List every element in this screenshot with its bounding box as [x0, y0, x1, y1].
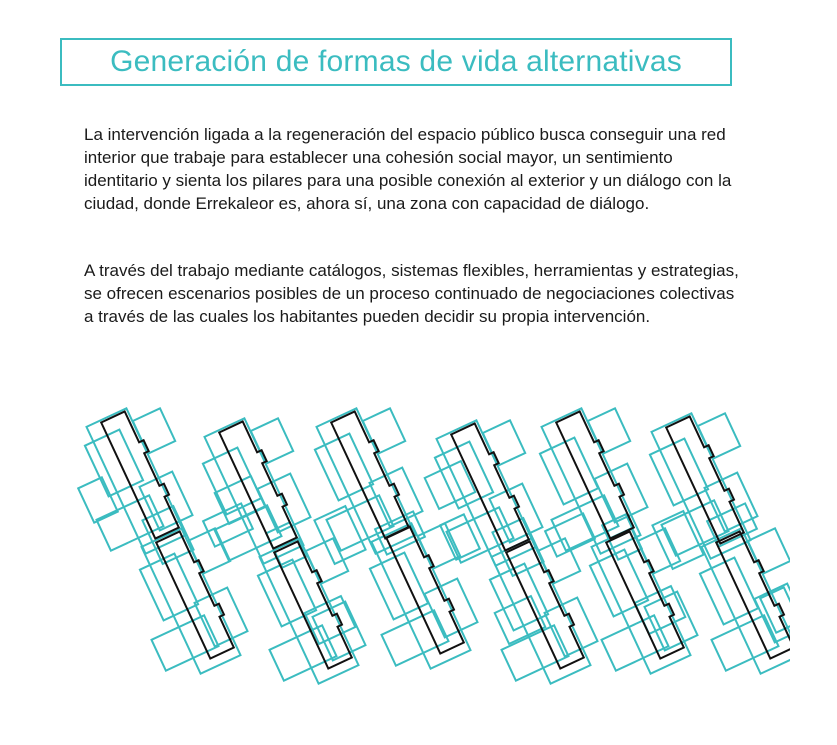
space-outline	[698, 413, 740, 458]
space-outline	[78, 477, 118, 522]
space-outline	[483, 420, 525, 465]
space-outline	[502, 625, 569, 680]
space-outline	[133, 408, 175, 453]
space-outline	[652, 511, 703, 569]
page-title: Generación de formas de vida alternativas	[110, 45, 682, 78]
building-block	[666, 417, 744, 544]
space-outline	[152, 615, 219, 670]
space-outline	[327, 495, 394, 550]
space-outline	[588, 408, 630, 453]
space-outline	[602, 514, 642, 559]
space-outline	[382, 610, 449, 665]
space-outline	[363, 408, 405, 453]
building-block	[156, 532, 234, 659]
site-plan-illustration	[40, 405, 790, 710]
paragraph-1: La intervención ligada a la regeneración del espacio público busca conseguir una red interior que trabaje para establecer una cohesión social mayor, un sentimiento identitario y sienta los pilares para una posible conexión al exterior y un diálogo con la ciudad, donde Errekaleor es, ahora sí, una zona con capacidad de diálogo.	[84, 125, 732, 213]
space-outline	[712, 615, 779, 670]
space-outline	[602, 615, 669, 670]
space-outline	[270, 625, 337, 680]
building-blocks	[101, 412, 790, 669]
building-block	[506, 542, 584, 669]
paragraph-2: A través del trabajo mediante catálogos, sistemas flexibles, herramientas y estrategias, se ofrecen escenarios posibles de un proceso continuado de negociaciones colectivas a través de las cuales los habitantes pueden decidir su propia intervención.	[84, 261, 739, 326]
space-outline	[748, 528, 790, 573]
space-outline	[702, 528, 791, 673]
space-outline	[251, 418, 293, 463]
title-box	[60, 38, 732, 86]
